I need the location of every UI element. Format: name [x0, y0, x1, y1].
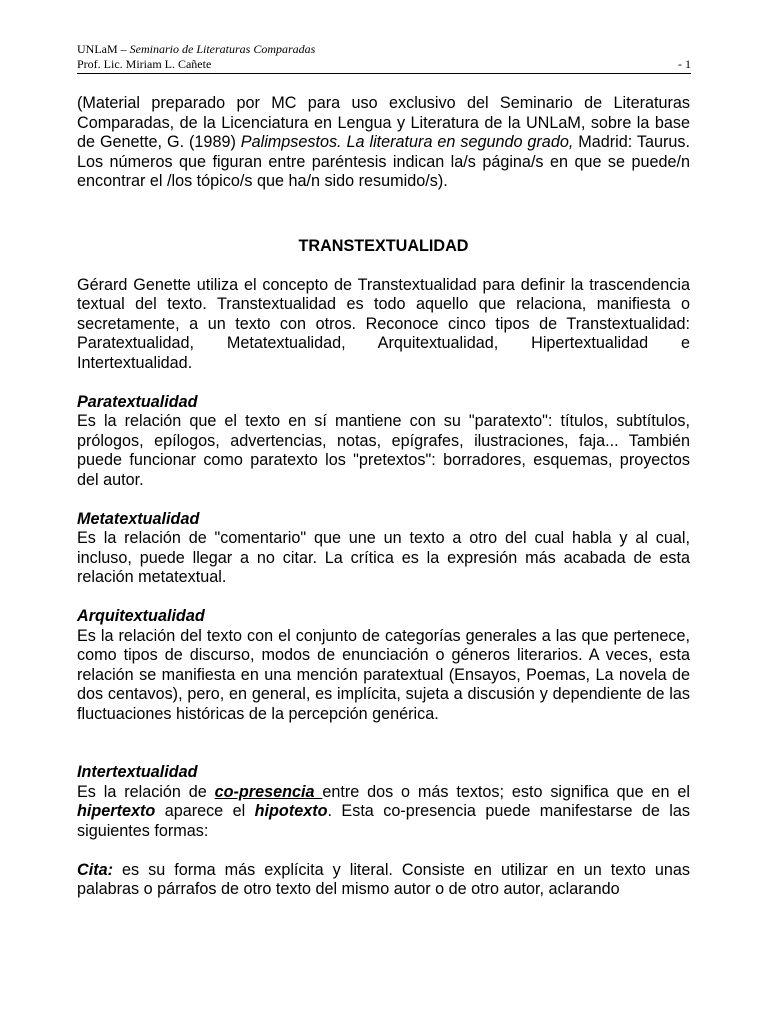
- header-institution: UNLaM – Seminario de Literaturas Comparadas: [77, 42, 316, 56]
- paragraph-paratextualidad: Es la relación que el texto en sí mantiene con su "paratexto": títulos, subtítulos, prólogos, epílogos, advertencias, notas, epígrafes, ilustraciones, faja... También puede funcionar como paratexto los "pretextos": borradores, esquemas, proyectos del autor.: [77, 412, 690, 489]
- header-professor: Prof. Lic. Miriam L. Cañete: [77, 57, 212, 71]
- paragraph-intertextualidad: Es la relación de co-presencia entre dos o más textos; esto significa que en el hipertexto aparece el hipotexto. Esta co-presencia puede manifestarse de las siguientes formas:: [77, 782, 690, 840]
- definition-paragraph: Gérard Genette utiliza el concepto de Transtextualidad para definir la trascendencia textual del texto. Transtextualidad es todo aquello que relaciona, manifiesta o secretamente, a un texto con otros. Reconoce cinco tipos de Transtextualidad: Paratextualidad, Metatextualidad, Arquitextualidad, Hipertextualidad e Intertextualidad.: [77, 275, 690, 372]
- term-co-presencia: co-presencia: [214, 782, 323, 801]
- heading-intertextualidad: Intertextualidad: [77, 763, 198, 781]
- page-number: - 1: [678, 57, 691, 71]
- label-cita: Cita:: [77, 860, 113, 879]
- term-hipertexto: hipertexto: [77, 802, 156, 820]
- heading-metatextualidad: Metatextualidad: [77, 509, 200, 528]
- paragraph-metatextualidad: Es la relación de "comentario" que une un texto a otro del cual habla y al cual, incluso, puede llegar a no citar. La crítica es la expresión más acabada de esta relación metatextual.: [77, 529, 690, 586]
- paragraph-cita: Cita: es su forma más explícita y literal. Consiste en utilizar en un texto unas palabras o párrafos de otro texto del mismo autor o de otro autor, aclarando: [77, 860, 690, 898]
- header-seminar: Seminario de Literaturas Comparadas: [129, 42, 316, 56]
- document-body: [77, 94, 690, 900]
- term-hipotexto: hipotexto: [254, 802, 328, 820]
- intro-paragraph: (Material preparado por MC para uso exclusivo del Seminario de Literaturas Comparadas, de la Licenciatura en Lengua y Literatura de la UNLaM, sobre la base de Genette, G. (1989) Palimpsestos. La literatura en segundo grado, Madrid: Taurus. Los números que figuran entre paréntesis indican la/s página/s en que se puede/n encontrar el /los tópico/s que ha/n sido resumido/s).: [77, 94, 690, 190]
- paragraph-arquitextualidad: Es la relación del texto con el conjunto de categorías generales a las que pertenece, como tipos de discurso, modos de enunciación o géneros literarios. A veces, esta relación se manifiesta en una mención paratextual (Ensayos, Poemas, La novela de dos centavos), pero, en general, es implícita, sujeta a discusión y dependiente de las fluctuaciones históricas de la percepción genérica.: [77, 626, 690, 723]
- section-title: TRANSTEXTUALIDAD: [298, 236, 469, 255]
- page-header: [77, 42, 691, 74]
- heading-arquitextualidad: Arquitextualidad: [77, 607, 205, 625]
- heading-paratextualidad: Paratextualidad: [77, 392, 198, 411]
- book-title: Palimpsestos. La literatura en segundo grado,: [240, 133, 574, 151]
